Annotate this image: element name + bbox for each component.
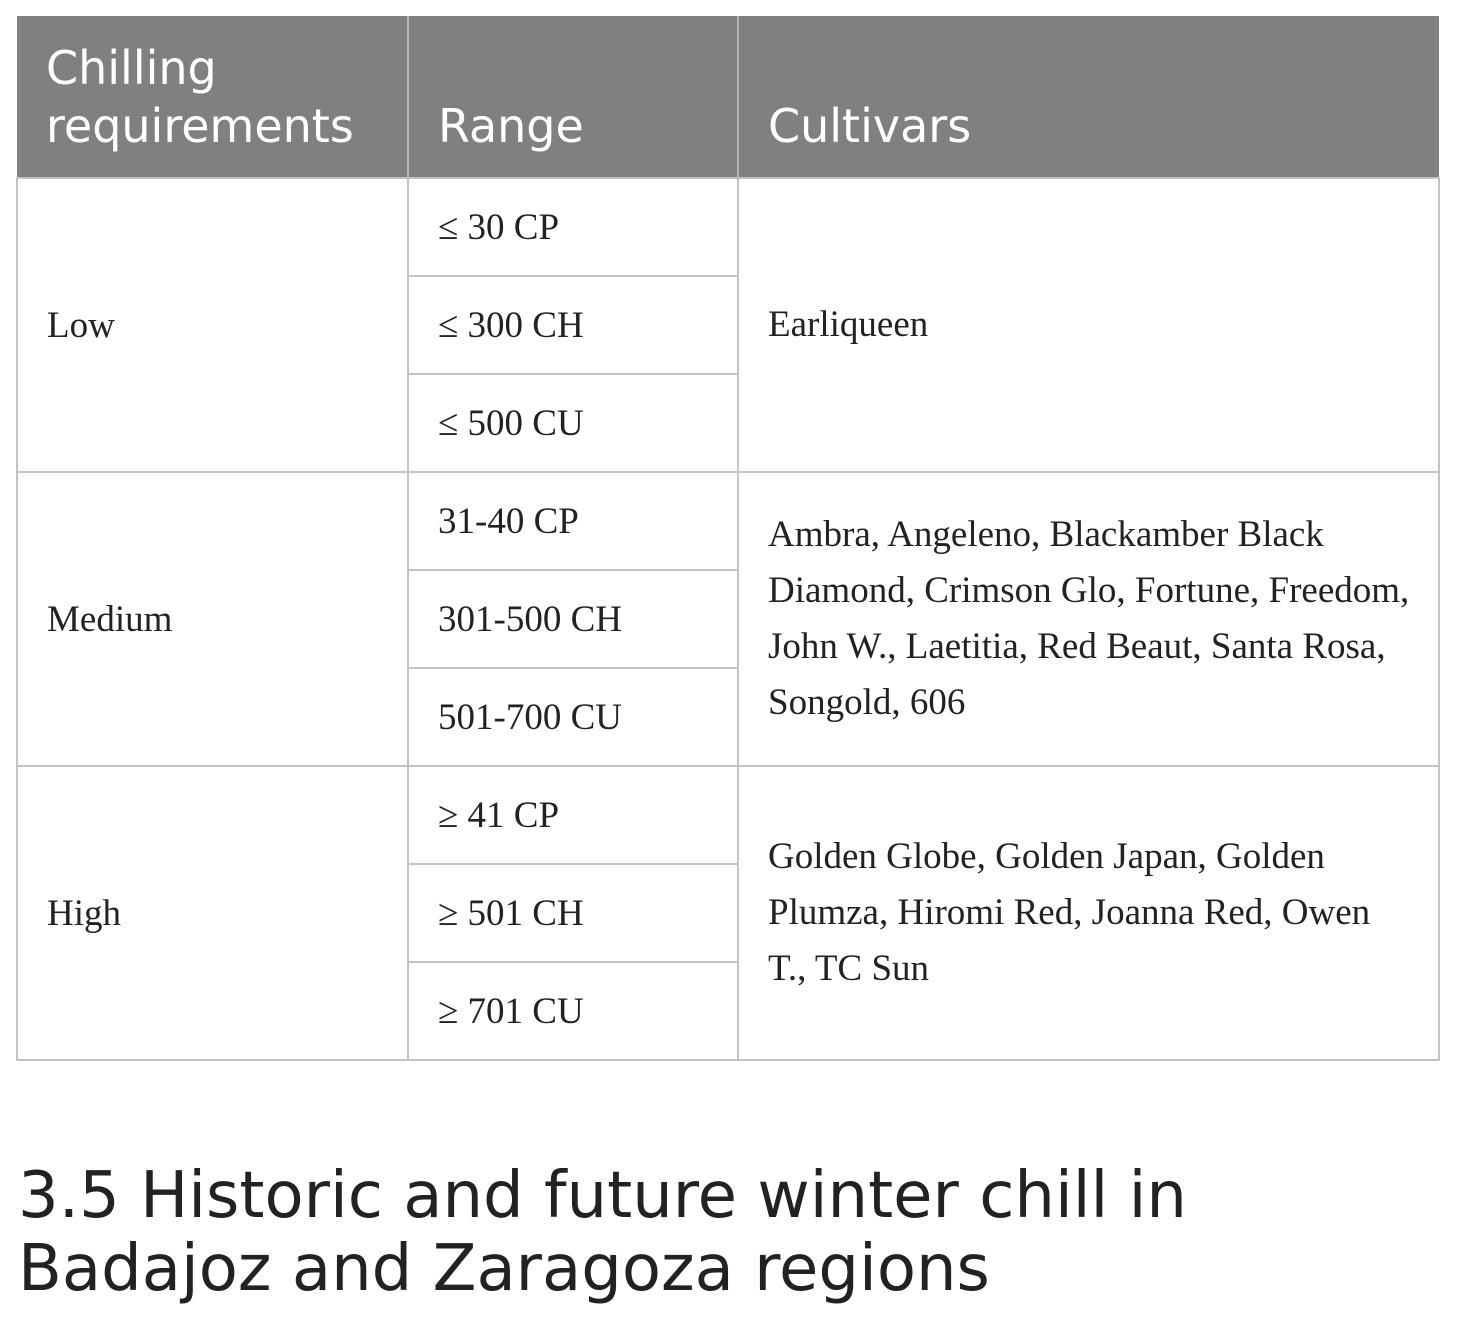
range-cell: ≤ 500 CU [408,374,738,472]
table-row [17,178,1439,276]
header-cultivars: Cultivars [738,16,1439,178]
table-row [17,472,1439,570]
level-cell-low: Low [17,178,408,472]
range-cell: 501-700 CU [408,668,738,766]
range-cell: 301-500 CH [408,570,738,668]
range-cell: 31-40 CP [408,472,738,570]
range-cell: ≥ 41 CP [408,766,738,864]
range-cell: ≤ 300 CH [408,276,738,374]
range-cell: ≤ 30 CP [408,178,738,276]
cultivars-cell-medium: Ambra, Angeleno, Blackamber Black Diamond, Crimson Glo, Fortune, Freedom, John W., Laetitia, Red Beaut, Santa Rosa, Songold, 606 [738,472,1439,766]
level-cell-high: High [17,766,408,1060]
range-cell: ≥ 501 CH [408,864,738,962]
header-chilling-requirements: Chilling requirements [17,16,408,178]
cultivars-cell-low: Earliqueen [738,178,1439,472]
table-header-row [17,16,1439,178]
cultivars-cell-high: Golden Globe, Golden Japan, Golden Plumza, Hiromi Red, Joanna Red, Owen T., TC Sun [738,766,1439,1060]
section-heading: 3.5 Historic and future winter chill in Badajoz and Zaragoza regions [18,1159,1187,1306]
chilling-requirements-table [16,16,1440,1061]
chilling-requirements-table-container [16,16,1438,1061]
level-cell-medium: Medium [17,472,408,766]
table-row [17,766,1439,864]
header-range: Range [408,16,738,178]
range-cell: ≥ 701 CU [408,962,738,1060]
